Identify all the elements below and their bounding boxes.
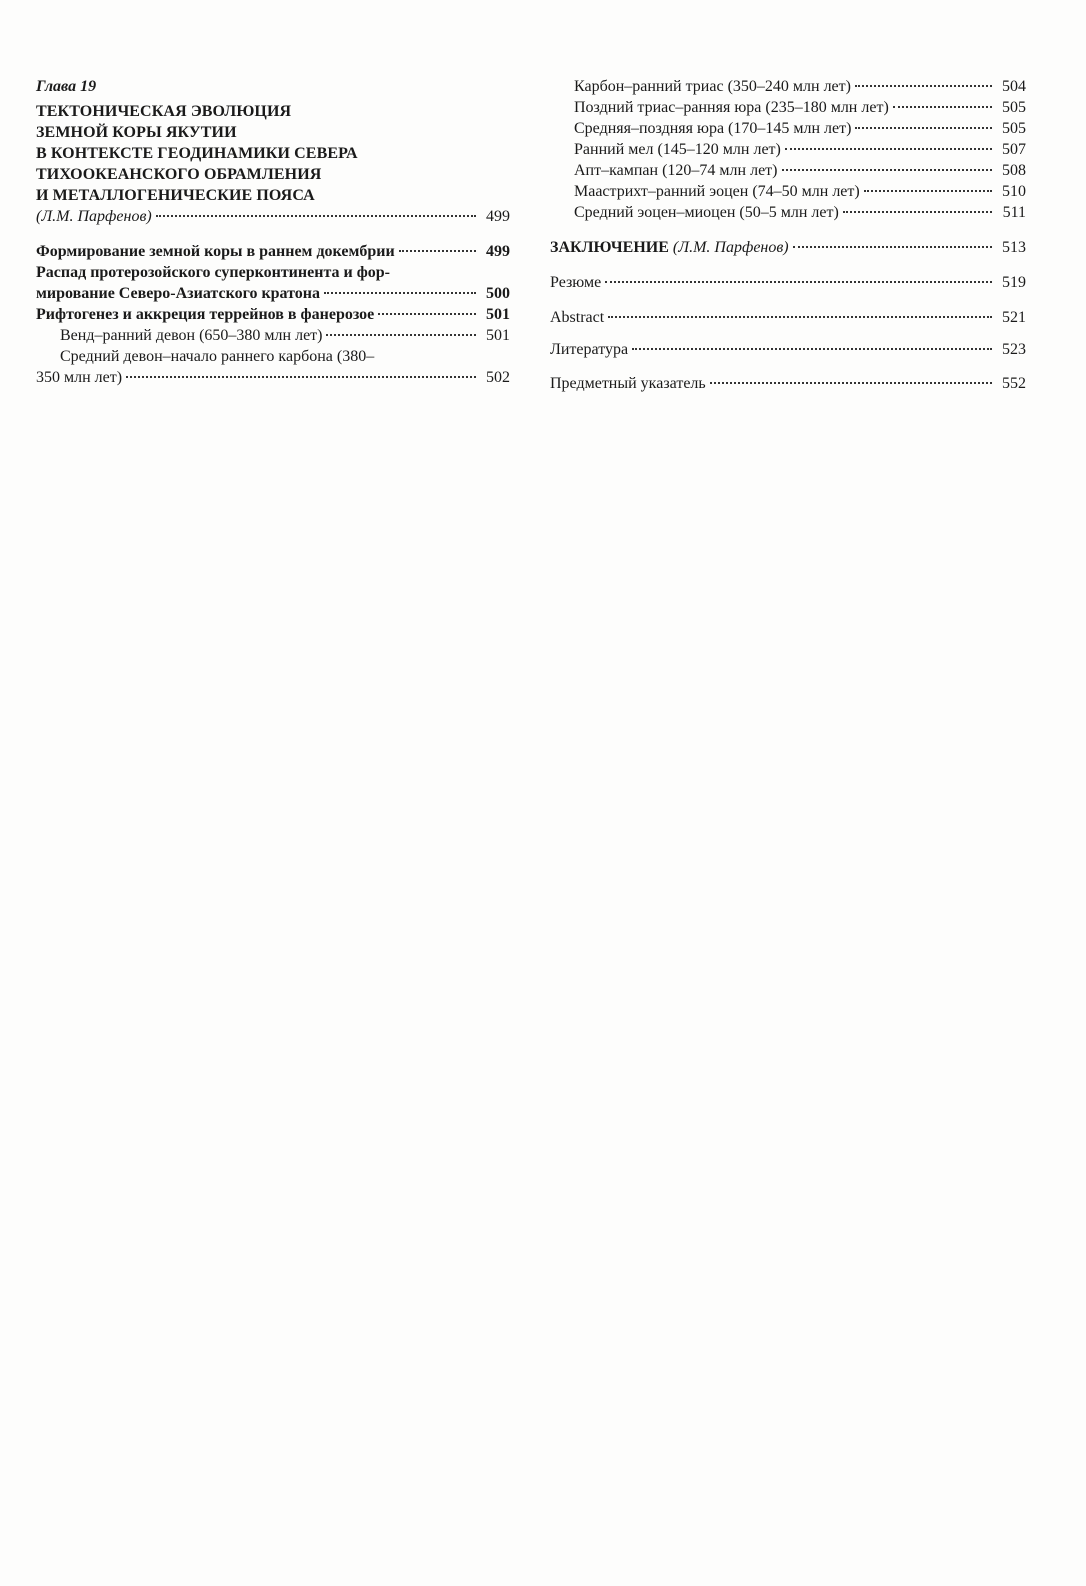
page-number: 523 xyxy=(1002,341,1026,358)
page-number: 499 xyxy=(486,208,510,225)
page-number: 501 xyxy=(486,306,510,323)
toc-entry-conclusion xyxy=(550,237,1026,258)
page-number: 507 xyxy=(1002,141,1026,158)
entry-title: Средний эоцен–миоцен (50–5 млн лет) xyxy=(574,204,839,221)
toc-entry-summary xyxy=(550,272,1026,293)
toc-subentry xyxy=(550,139,1026,160)
leader-dots xyxy=(855,127,992,129)
leader-dots xyxy=(399,250,476,252)
entry-title: Предметный указатель xyxy=(550,375,706,392)
conclusion-title: ЗАКЛЮЧЕНИЕ xyxy=(550,239,669,256)
toc-entry-multiline xyxy=(36,262,510,304)
leader-dots xyxy=(893,106,992,108)
page-number: 504 xyxy=(1002,78,1026,95)
toc-entry-abstract xyxy=(550,307,1026,328)
page-number: 501 xyxy=(486,327,510,344)
chapter-title-line: ЗЕМНОЙ КОРЫ ЯКУТИИ xyxy=(36,124,237,141)
entry-title: Маастрихт–ранний эоцен (74–50 млн лет) xyxy=(574,183,860,200)
chapter-title-line: И МЕТАЛЛОГЕНИЧЕСКИЕ ПОЯСА xyxy=(36,187,315,204)
page-number: 502 xyxy=(486,369,510,386)
leader-dots xyxy=(126,376,476,378)
leader-dots xyxy=(782,169,993,171)
toc-subentry-multiline xyxy=(36,346,510,388)
leader-dots xyxy=(855,85,992,87)
toc-subentry xyxy=(36,325,510,346)
page-number: 521 xyxy=(1002,309,1026,326)
leader-dots xyxy=(843,211,992,213)
page-number: 499 xyxy=(486,243,510,260)
leader-dots xyxy=(324,292,476,294)
entry-title-line: Средний девон–начало раннего карбона (380– xyxy=(60,348,375,365)
leader-dots xyxy=(864,190,992,192)
chapter-title-line: ТИХООКЕАНСКОГО ОБРАМЛЕНИЯ xyxy=(36,166,322,183)
entry-title: Карбон–ранний триас (350–240 млн лет) xyxy=(574,78,851,95)
chapter-author: (Л.М. Парфенов) xyxy=(36,208,152,225)
page-number: 519 xyxy=(1002,274,1026,291)
entry-title-line: Распад протерозойского суперконтинента и фор- xyxy=(36,264,391,281)
entry-title-line: 350 млн лет) xyxy=(36,369,123,386)
leader-dots xyxy=(793,246,992,248)
entry-title: Рифтогенез и аккреция террейнов в фанерозое xyxy=(36,306,375,323)
toc-entry xyxy=(36,241,510,262)
page-number: 510 xyxy=(1002,183,1026,200)
entry-title: Ранний мел (145–120 млн лет) xyxy=(574,141,781,158)
entry-last-line xyxy=(36,283,510,304)
toc-entry-literature xyxy=(550,339,1026,360)
conclusion-author: (Л.М. Парфенов) xyxy=(672,239,789,256)
toc-entry xyxy=(36,304,510,325)
leader-dots xyxy=(605,281,992,283)
entry-title: Венд–ранний девон (650–380 млн лет) xyxy=(60,327,323,344)
toc-left-column xyxy=(36,76,510,388)
toc-subentry xyxy=(550,160,1026,181)
chapter-title-line: ТЕКТОНИЧЕСКАЯ ЭВОЛЮЦИЯ xyxy=(36,103,292,120)
entry-title: Abstract xyxy=(550,309,605,326)
leader-dots xyxy=(710,382,992,384)
page-number: 513 xyxy=(1002,239,1026,256)
page-number: 511 xyxy=(1002,204,1026,221)
page-number: 500 xyxy=(486,285,510,302)
leader-dots xyxy=(632,348,992,350)
toc-entry-chapter-author xyxy=(36,206,510,227)
toc-subentry xyxy=(550,76,1026,97)
chapter-label: Глава 19 xyxy=(36,78,97,95)
entry-title-line: мирование Северо-Азиатского кратона xyxy=(36,285,321,302)
page-number: 508 xyxy=(1002,162,1026,179)
page-number: 505 xyxy=(1002,99,1026,116)
entry-title: Апт–кампан (120–74 млн лет) xyxy=(574,162,778,179)
leader-dots xyxy=(378,313,476,315)
chapter-title-line: В КОНТЕКСТЕ ГЕОДИНАМИКИ СЕВЕРА xyxy=(36,145,358,162)
entry-title: Поздний триас–ранняя юра (235–180 млн лет) xyxy=(574,99,889,116)
chapter-title xyxy=(36,101,510,206)
entry-last-line xyxy=(36,367,510,388)
toc-entry-index xyxy=(550,373,1026,394)
entry-title: Формирование земной коры в раннем докембрии xyxy=(36,243,395,260)
entry-title: Средняя–поздняя юра (170–145 млн лет) xyxy=(574,120,852,137)
page-number: 552 xyxy=(1002,375,1026,392)
conclusion-heading xyxy=(550,237,789,258)
page-number: 505 xyxy=(1002,120,1026,137)
leader-dots xyxy=(785,148,992,150)
toc-subentry xyxy=(550,97,1026,118)
entry-title: Литература xyxy=(550,341,629,358)
leader-dots xyxy=(326,334,476,336)
leader-dots xyxy=(608,316,992,318)
toc-subentry xyxy=(550,118,1026,139)
toc-subentry xyxy=(550,181,1026,202)
entry-title: Резюме xyxy=(550,274,602,291)
toc-subentry xyxy=(550,202,1026,223)
toc-right-column xyxy=(550,76,1026,394)
leader-dots xyxy=(156,215,476,217)
